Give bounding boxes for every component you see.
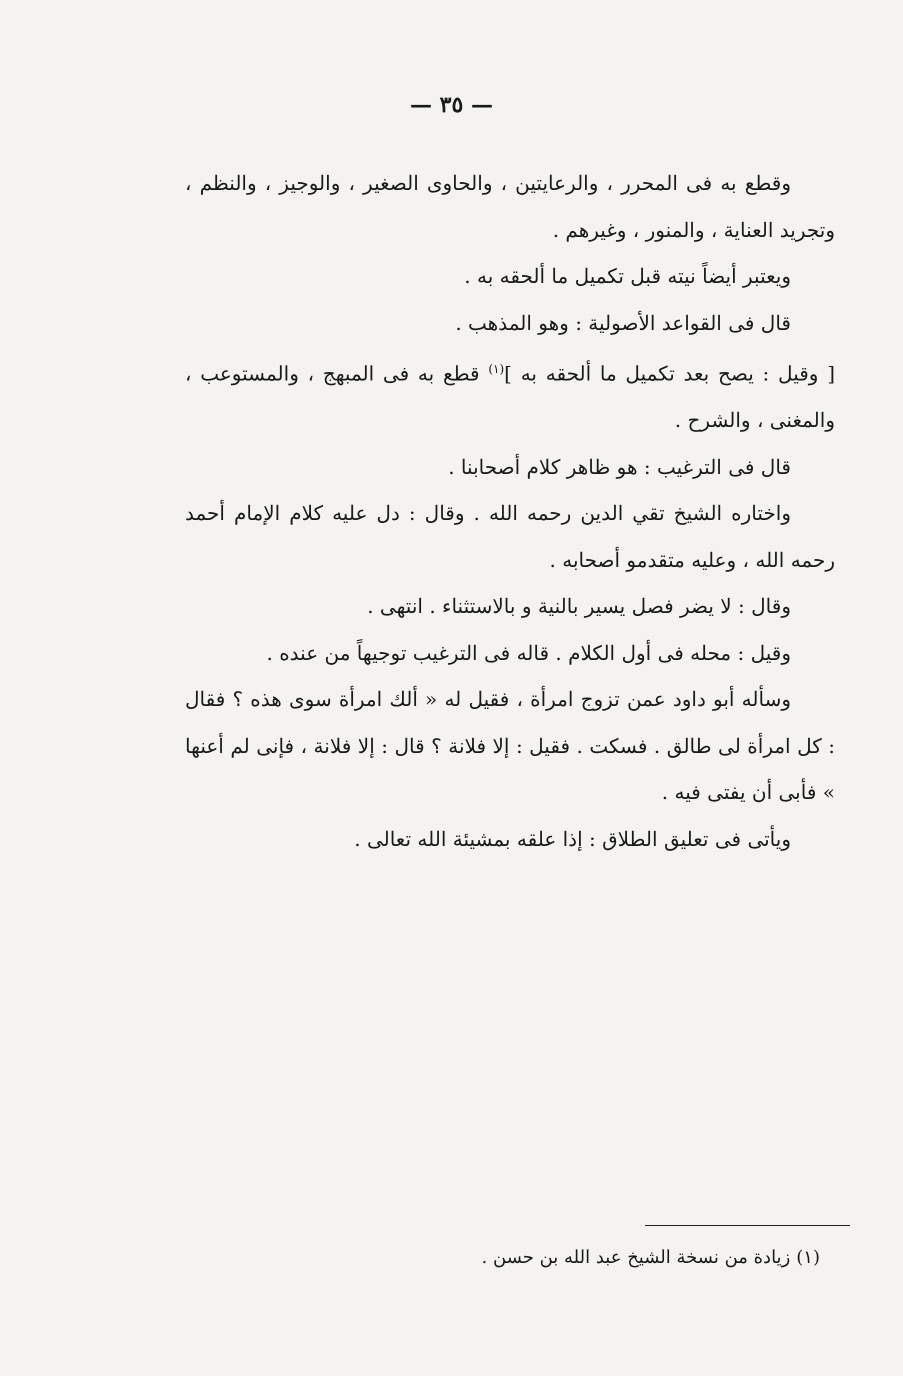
footnote-divider (645, 1225, 850, 1226)
paragraph: ويعتبر أيضاً نيته قبل تكميل ما ألحقه به . (464, 264, 791, 288)
paragraph: وقيل : محله فى أول الكلام . قاله فى الترغيب توجيهاً من عنده . (266, 640, 791, 665)
footnote-reference[interactable]: (١) (488, 362, 505, 376)
page-number: — ٣٥ — (410, 92, 493, 118)
paragraph: واختاره الشيخ تقي الدين رحمه الله . وقال : دل عليه كلام الإمام أحمد رحمه الله ، وعليه متقدمو أصحابه . (185, 501, 835, 572)
footnote (340, 1243, 820, 1273)
footnote-marker: (١) (796, 1247, 820, 1268)
paragraph: وقال : لا يضر فصل يسير بالنية و بالاستثناء . انتهى . (367, 594, 791, 619)
footnote-text: زيادة من نسخة الشيخ عبد الله بن حسن . (481, 1247, 791, 1268)
paragraph-with-footnote (185, 346, 835, 444)
paragraph: ويأتى فى تعليق الطلاق : إذا علقه بمشيئة الله تعالى . (354, 826, 791, 851)
paragraph: وقطع به فى المحرر ، والرعايتين ، والحاوى الصغير ، والوجيز ، والنظم ، وتجريد العناية ، والمنور ، وغيرهم . (185, 171, 835, 242)
body-text (185, 160, 835, 862)
paragraph: وسأله أبو داود عمن تزوج امرأة ، فقيل له « ألك امرأة سوى هذه ؟ فقال : كل امرأة لى طالق . فسكت . فقيل : إلا فلانة ؟ قال : إلا فلانة ، فإنى لم أعنها » فأبى أن يفتى فيه . (185, 687, 835, 805)
bracketed-addition: [ وقيل : يصح بعد تكميل ما ألحقه به ] (504, 361, 835, 386)
paragraph: قال فى الترغيب : هو ظاهر كلام أصحابنا . (448, 454, 791, 479)
paragraph: قال فى القواعد الأصولية : وهو المذهب . (455, 310, 791, 335)
paragraph-continuation: قطع به فى المبهج ، والمستوعب ، والمغنى ، والشرح . (185, 361, 835, 433)
